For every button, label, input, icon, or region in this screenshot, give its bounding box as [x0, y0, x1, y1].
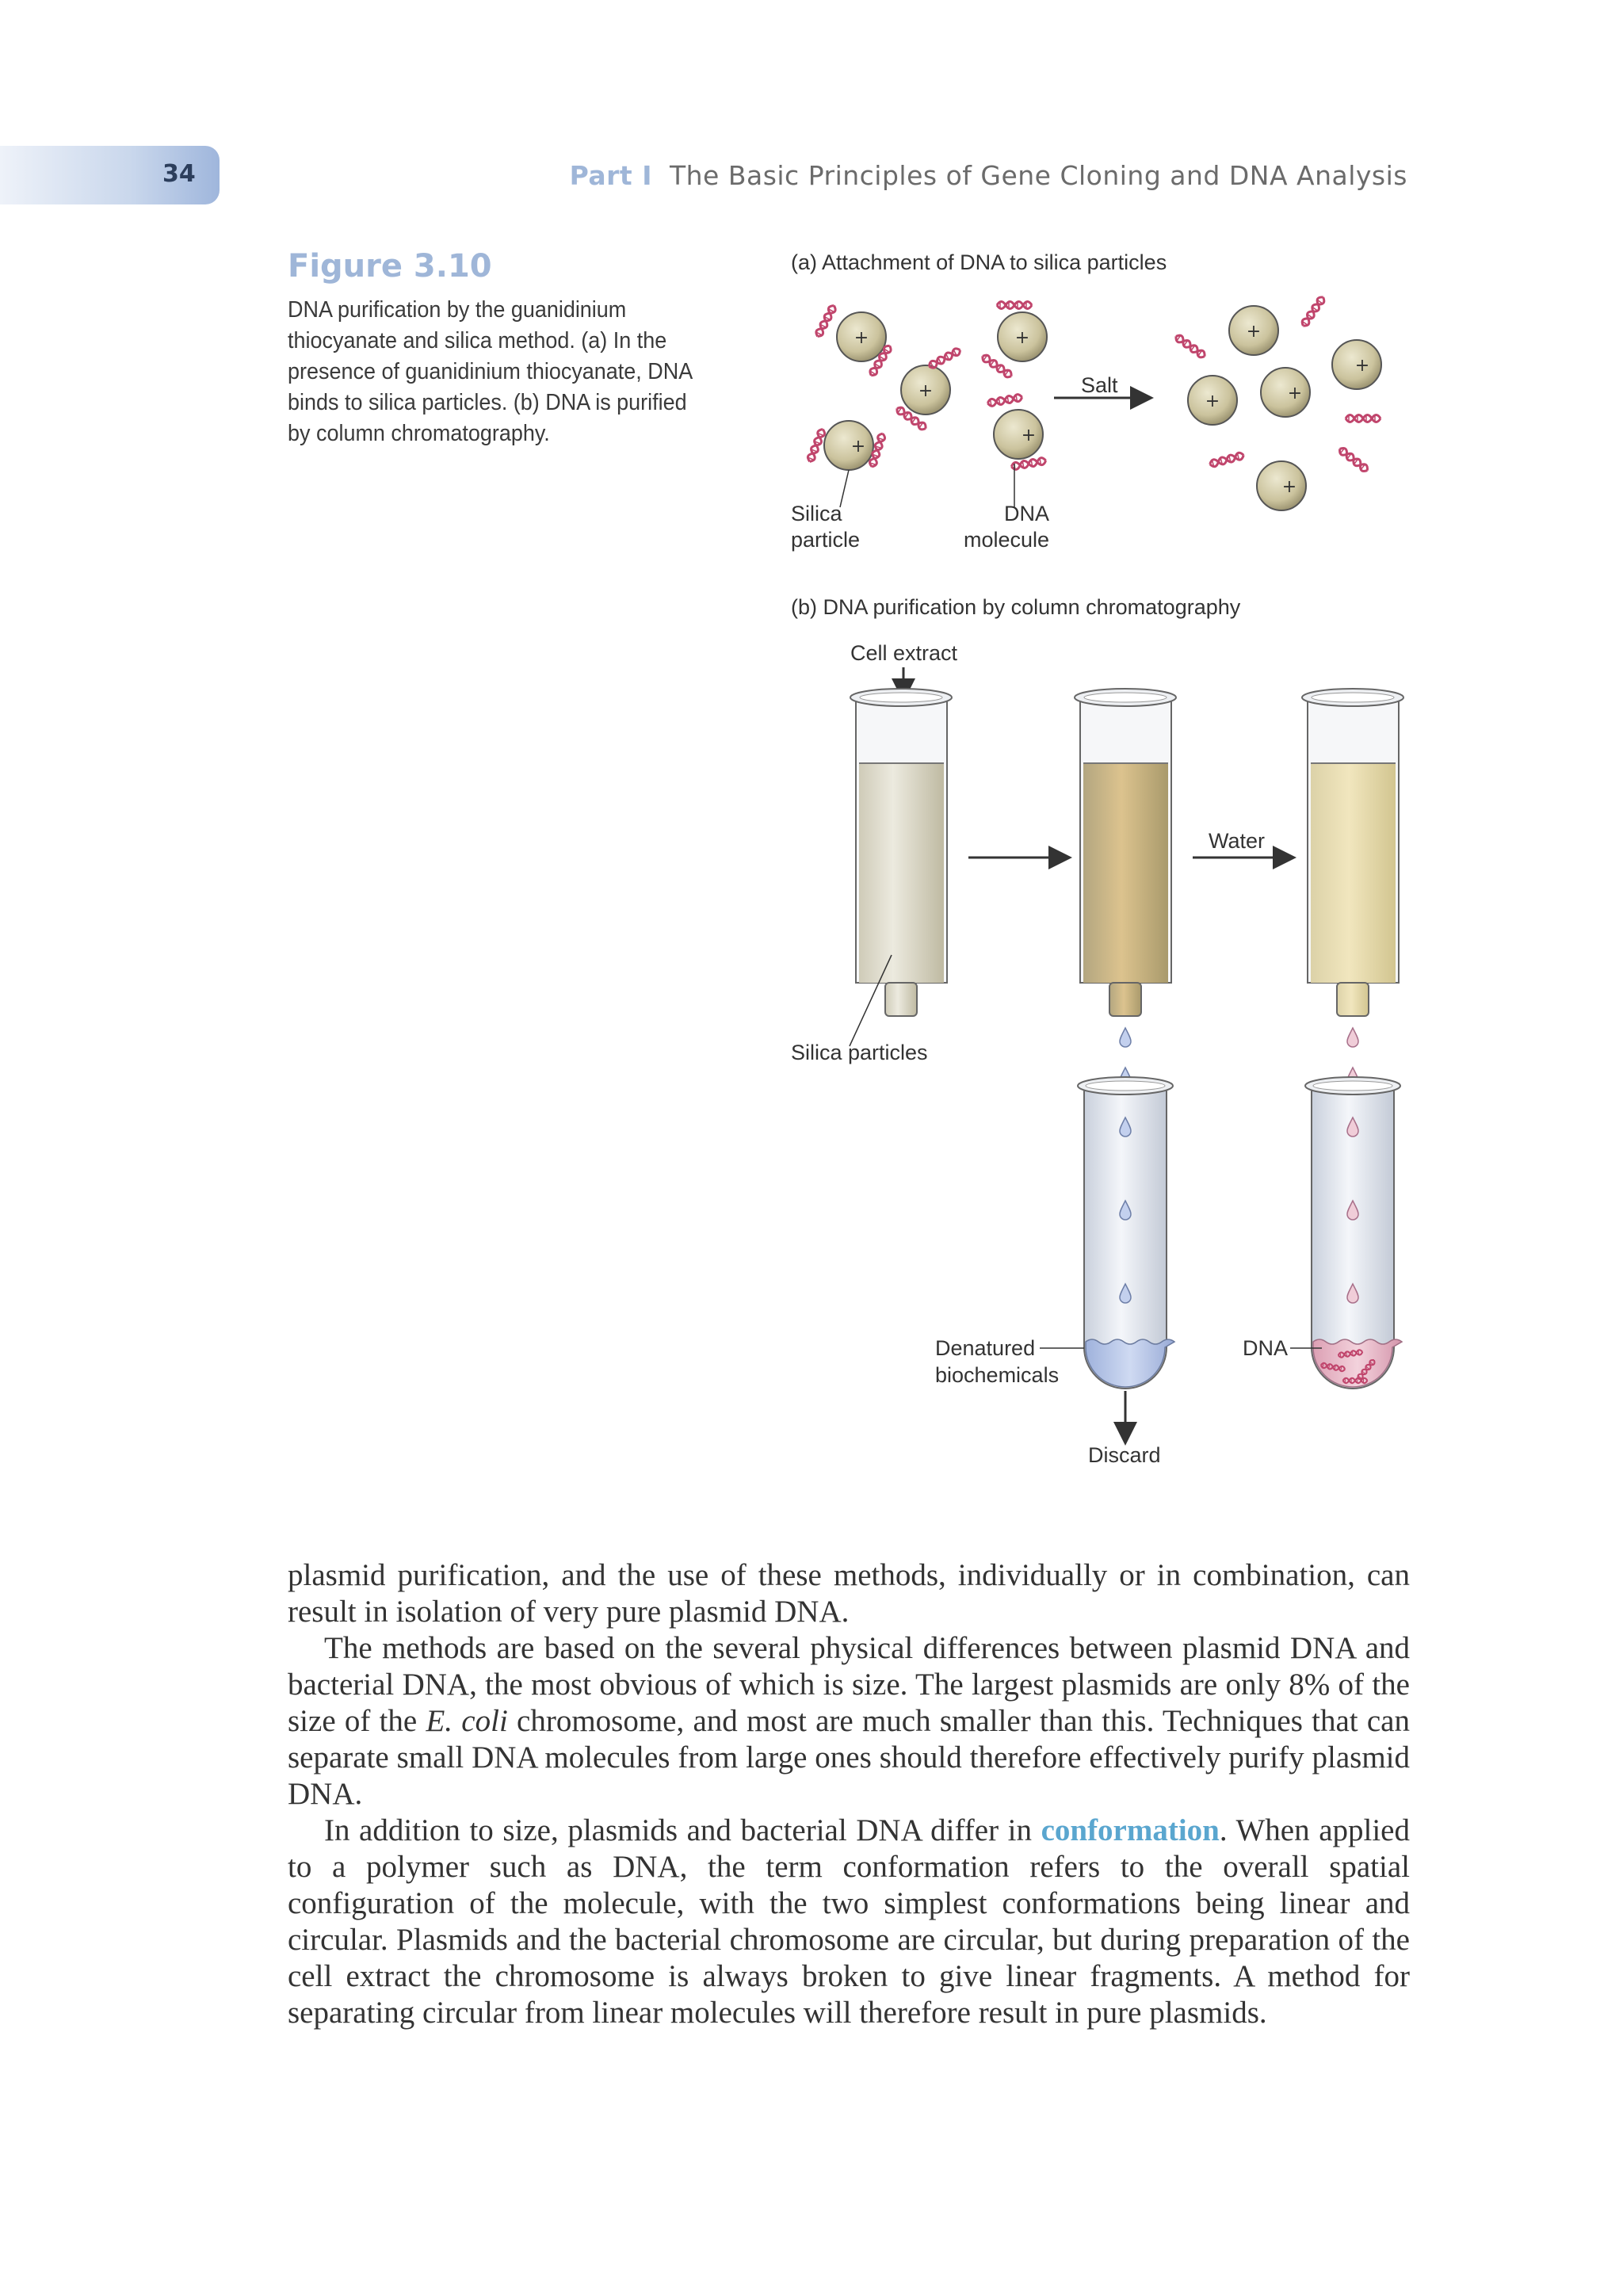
water-label: Water — [1209, 829, 1266, 853]
svg-text:+: + — [918, 381, 934, 401]
dna-tube-label: DNA — [1243, 1336, 1289, 1360]
paragraph-2: The methods are based on the several physical differences between plasmid DNA and bacterial DNA, the most obvious of which is size. The largest plasmids are only 8% of the size of the E. coli chromosome, and most are much smaller than this. Techniques that can separate small DNA molecules from large ones should therefore effectively purify plasmid DNA. — [288, 1631, 1410, 1811]
paragraph-3: In addition to size, plasmids and bacterial DNA differ in conformation. When applied to a polymer such as DNA, the term conformation refers to the overall spatial configuration of the molecule, with the two simplest conformations being linear and circular. Plasmids and the bacterial chromosome are circular, but during preparation of the cell extract the chromosome is always broken to give linear fragments. A method for separating circular from linear molecules will therefore result in pure plasmids. — [288, 1813, 1410, 2030]
svg-text:+: + — [1281, 477, 1297, 497]
svg-text:+: + — [1354, 356, 1370, 376]
svg-text:+: + — [1246, 322, 1262, 342]
figure-caption: DNA purification by the guanidinium thiocyanate and silica method. (a) In the presence of guanidinium thiocyanate, DNA binds to silica particles. (b) DNA is purified by column chromatography. — [288, 297, 692, 446]
salt-label: Salt — [1081, 373, 1118, 397]
svg-text:+: + — [1205, 392, 1220, 411]
silica-particle-label: Silica — [791, 502, 842, 525]
part-label: Part I — [569, 160, 652, 191]
discard-label: Discard — [1088, 1443, 1161, 1467]
dna-molecule-label: DNA — [1004, 502, 1050, 525]
bound-particles-group — [807, 302, 1047, 508]
silica-particles-label: Silica particles — [791, 1041, 928, 1064]
column-2 — [1075, 689, 1176, 1016]
svg-text:+: + — [1287, 384, 1303, 403]
body-text — [288, 1557, 1410, 2031]
cell-extract-label: Cell extract — [850, 641, 958, 665]
denatured-label: Denatured — [935, 1336, 1036, 1360]
column-1 — [850, 689, 952, 1016]
svg-text:+: + — [1014, 328, 1030, 348]
running-title: The Basic Principles of Gene Cloning and DNA Analysis — [669, 160, 1407, 191]
panel-b-title: (b) DNA purification by column chromatography — [791, 595, 1241, 619]
svg-text:+: + — [854, 328, 869, 348]
free-particles-group — [1174, 295, 1381, 510]
silica-particle — [1261, 368, 1310, 417]
page-number: 34 — [162, 160, 196, 188]
italic-term: E. coli — [426, 1704, 508, 1738]
panel-a-title: (a) Attachment of DNA to silica particles — [791, 250, 1167, 274]
keyword-conformation: conformation — [1041, 1813, 1220, 1847]
denatured-label-2: biochemicals — [935, 1363, 1060, 1387]
svg-text:+: + — [1021, 426, 1037, 445]
paragraph-1: plasmid purification, and the use of these methods, individually or in combination, can result in isolation of very pure plasmid DNA. — [288, 1558, 1410, 1629]
silica-particle-label-2: particle — [791, 528, 861, 552]
figure-label: Figure 3.10 — [288, 248, 492, 285]
svg-text:+: + — [850, 437, 866, 457]
column-3 — [1302, 689, 1403, 1016]
dna-molecule-label-2: molecule — [964, 528, 1050, 552]
silica-particle — [824, 421, 873, 470]
